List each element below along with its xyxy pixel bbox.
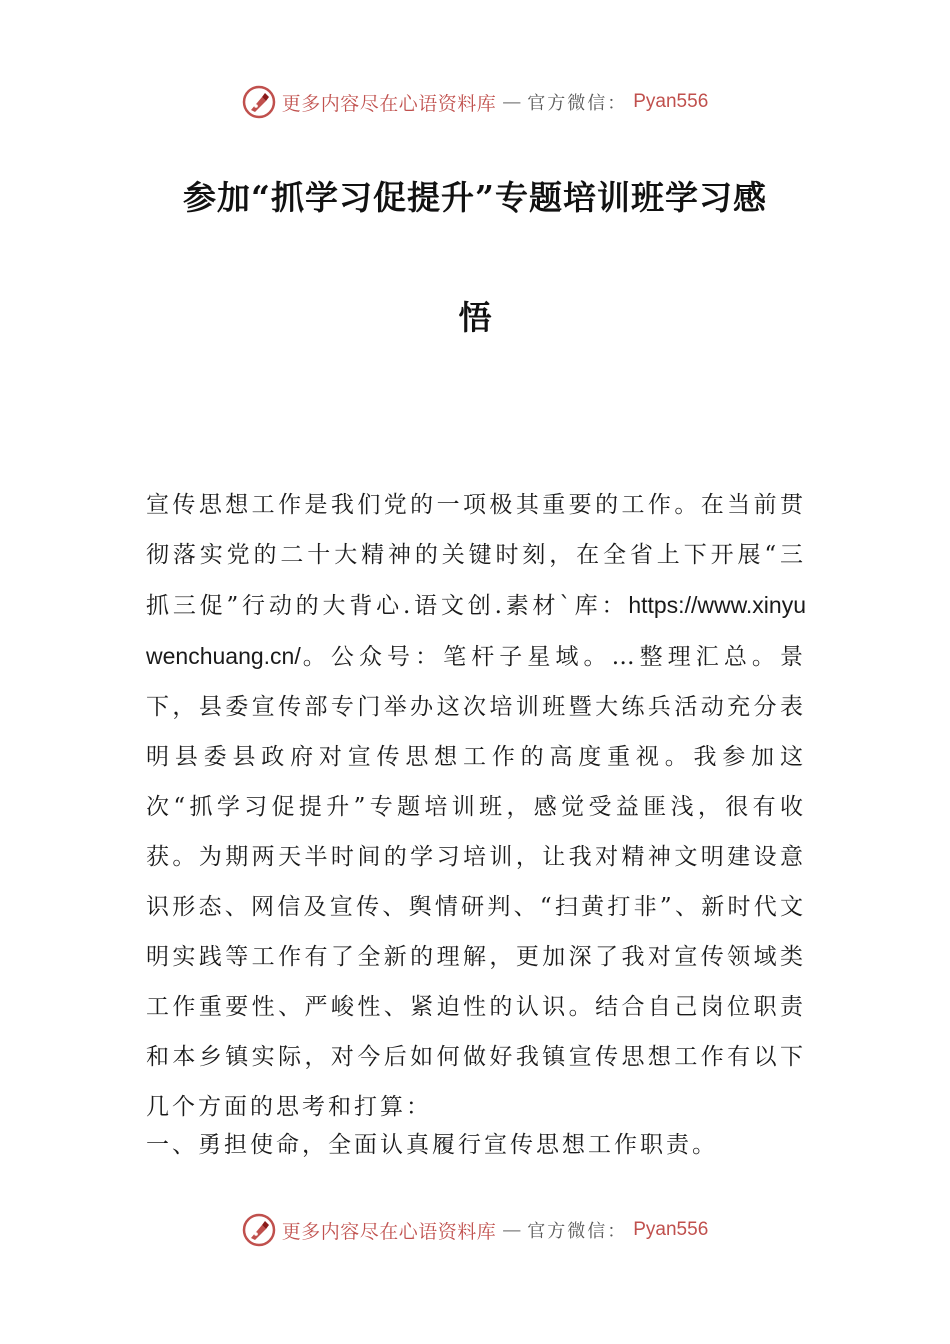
paragraph-text-part2: 。公众号：笔杆子星域。…整理汇总。景下，县委宣传部专门举办这次培训班暨大练兵活动充分表明县委县政府对宣传思想工作的高度重视。我参加这次“抓学习促提升”专题培训班，感觉受益匪浅，很有收获。为期两天半时间的学习培训，让我对精神文明建设意识形态、网信及宣传、舆情研判、“扫黄打非”、新时代文明实践等工作有了全新的理解，更加深了我对宣传领域类工作重要性、严峻性、紧迫性的认识。结合自己岗位职责和本乡镇实际，对今后如何做好我镇宣传思想工作有以下几个方面的思考和打算： — [146, 644, 806, 1120]
header-banner — [0, 82, 950, 122]
document-title-line1: 参加“抓学习促提升”专题培训班学习感 — [183, 178, 767, 217]
pen-nib-logo-icon — [242, 85, 276, 119]
body-paragraph — [146, 480, 806, 1132]
pen-nib-logo-icon — [242, 1213, 276, 1247]
banner-wechat-id: Pyan556 — [633, 1219, 709, 1240]
source-url[interactable]: https://www.xinyuwenchuang.cn/ — [146, 592, 806, 669]
banner-text: 更多内容尽在心语资料库 — [281, 92, 497, 115]
document-title-line2: 悟 — [458, 298, 492, 337]
banner-separator: — — [502, 1219, 522, 1241]
banner-wechat-id: Pyan556 — [633, 91, 709, 112]
banner-text: 更多内容尽在心语资料库 — [281, 1220, 497, 1243]
banner-separator: — — [502, 91, 522, 113]
footer-banner — [0, 1210, 950, 1250]
banner-wechat-label: 官方微信： — [527, 1221, 628, 1242]
banner-wechat-label: 官方微信： — [527, 93, 628, 114]
paragraph-text-part1: 宣传思想工作是我们党的一项极其重要的工作。在当前贯彻落实党的二十大精神的关键时刻，在全省上下开展“三抓三促”行动的大背心.语文创.素材`库： — [146, 492, 806, 619]
section-heading-1: 一、勇担使命，全面认真履行宣传思想工作职责。 — [146, 1132, 718, 1158]
